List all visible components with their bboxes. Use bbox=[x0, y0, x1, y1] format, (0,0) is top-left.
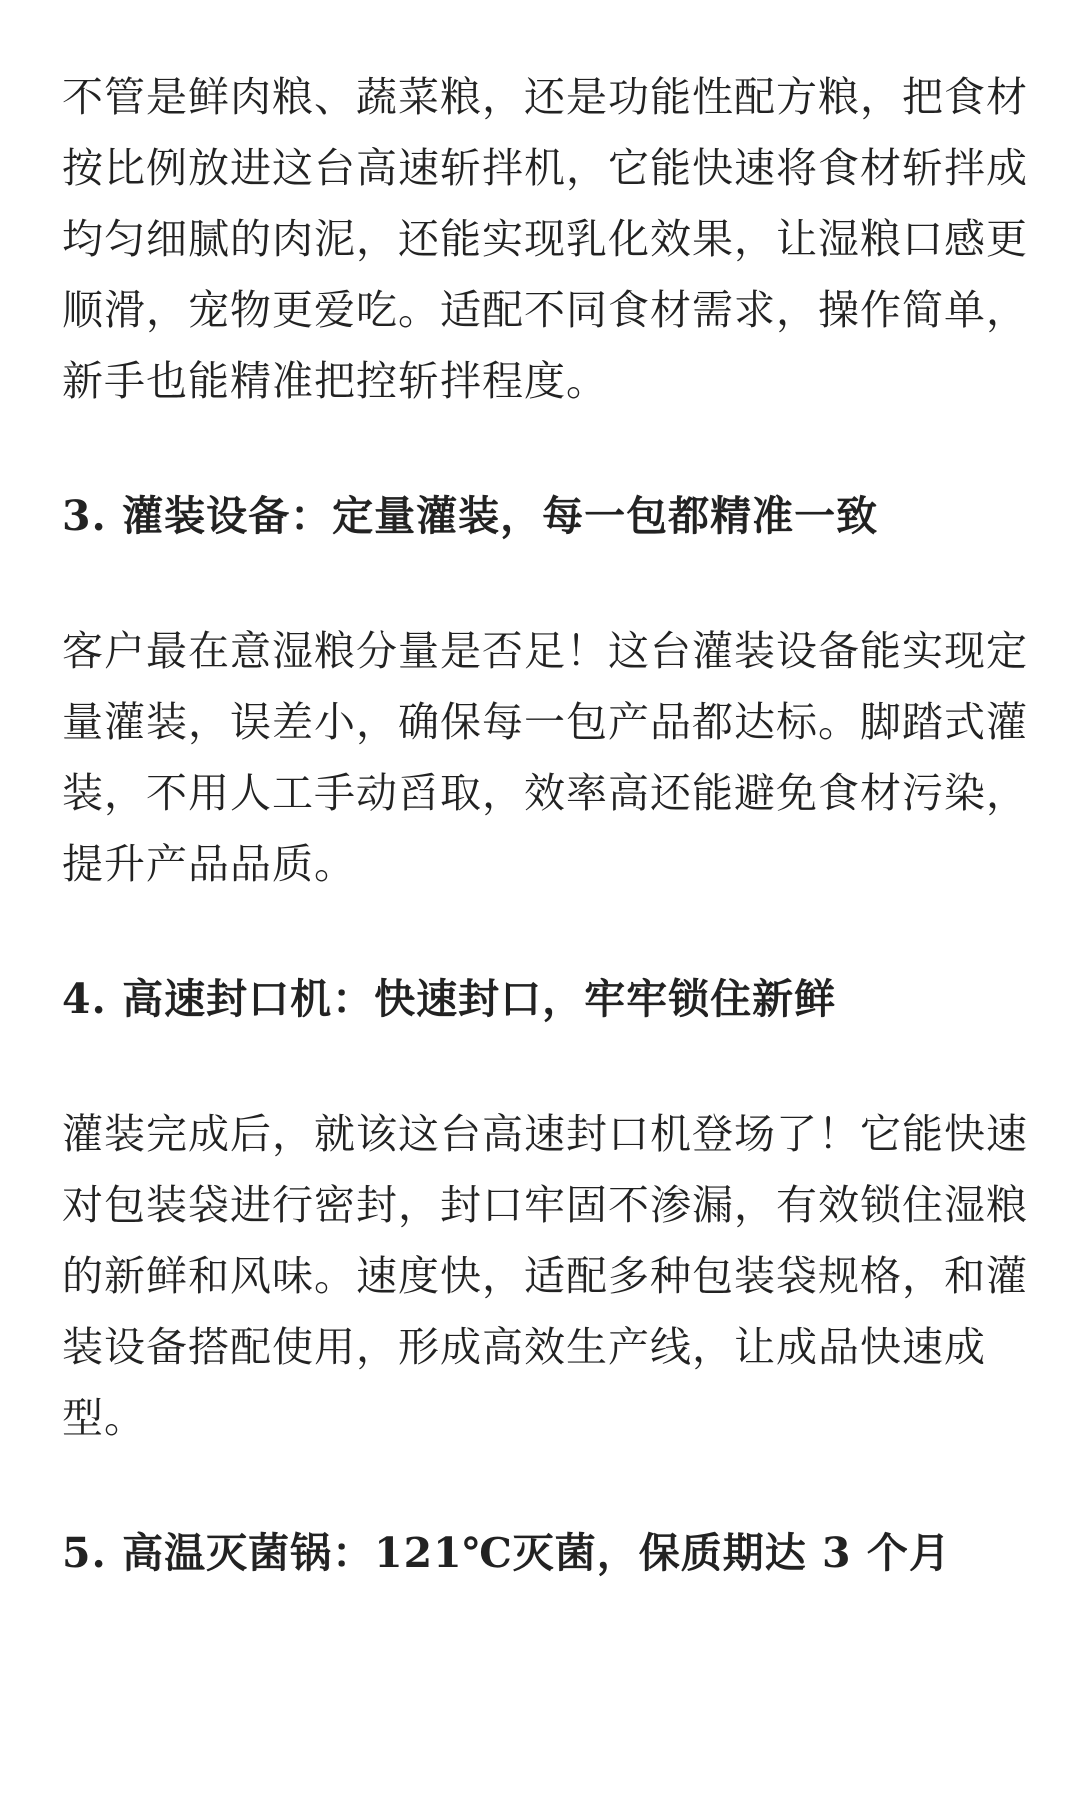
text-line: 不管是鲜肉粮、蔬菜粮，还是功能性配方粮，把食材 bbox=[62, 73, 1028, 121]
section-heading-sealer: 4. 高速封口机：快速封口，牢牢锁住新鲜 bbox=[62, 975, 837, 1023]
paragraph-sealer bbox=[62, 1099, 1028, 1454]
text-line: 灌装完成后，就该这台高速封口机登场了！它能快速 bbox=[62, 1110, 1028, 1158]
text-line: 的新鲜和风味。速度快，适配多种包装袋规格，和灌 bbox=[62, 1252, 1028, 1300]
article-body bbox=[62, 62, 1028, 1589]
text-line: 装，不用人工手动舀取，效率高还能避免食材污染， bbox=[62, 769, 1028, 817]
section-heading-filling: 3. 灌装设备：定量灌装，每一包都精准一致 bbox=[62, 492, 879, 540]
text-line: 新手也能精准把控斩拌程度。 bbox=[62, 357, 608, 405]
text-line: 型。 bbox=[62, 1394, 146, 1442]
text-line: 按比例放进这台高速斩拌机，它能快速将食材斩拌成 bbox=[62, 144, 1028, 192]
paragraph-chopper bbox=[62, 62, 1028, 417]
section-heading-sterilizer: 5. 高温灭菌锅：121℃灭菌，保质期达 3 个月 bbox=[62, 1529, 951, 1577]
text-line: 提升产品品质。 bbox=[62, 840, 356, 888]
text-line: 对包装袋进行密封，封口牢固不渗漏，有效锁住湿粮 bbox=[62, 1181, 1028, 1229]
text-line: 顺滑，宠物更爱吃。适配不同食材需求，操作简单， bbox=[62, 286, 1028, 334]
text-line: 装设备搭配使用，形成高效生产线，让成品快速成 bbox=[62, 1323, 986, 1371]
paragraph-filling bbox=[62, 616, 1028, 900]
text-line: 量灌装，误差小，确保每一包产品都达标。脚踏式灌 bbox=[62, 698, 1028, 746]
text-line: 客户最在意湿粮分量是否足！这台灌装设备能实现定 bbox=[62, 627, 1028, 675]
text-line: 均匀细腻的肉泥，还能实现乳化效果，让湿粮口感更 bbox=[62, 215, 1028, 263]
